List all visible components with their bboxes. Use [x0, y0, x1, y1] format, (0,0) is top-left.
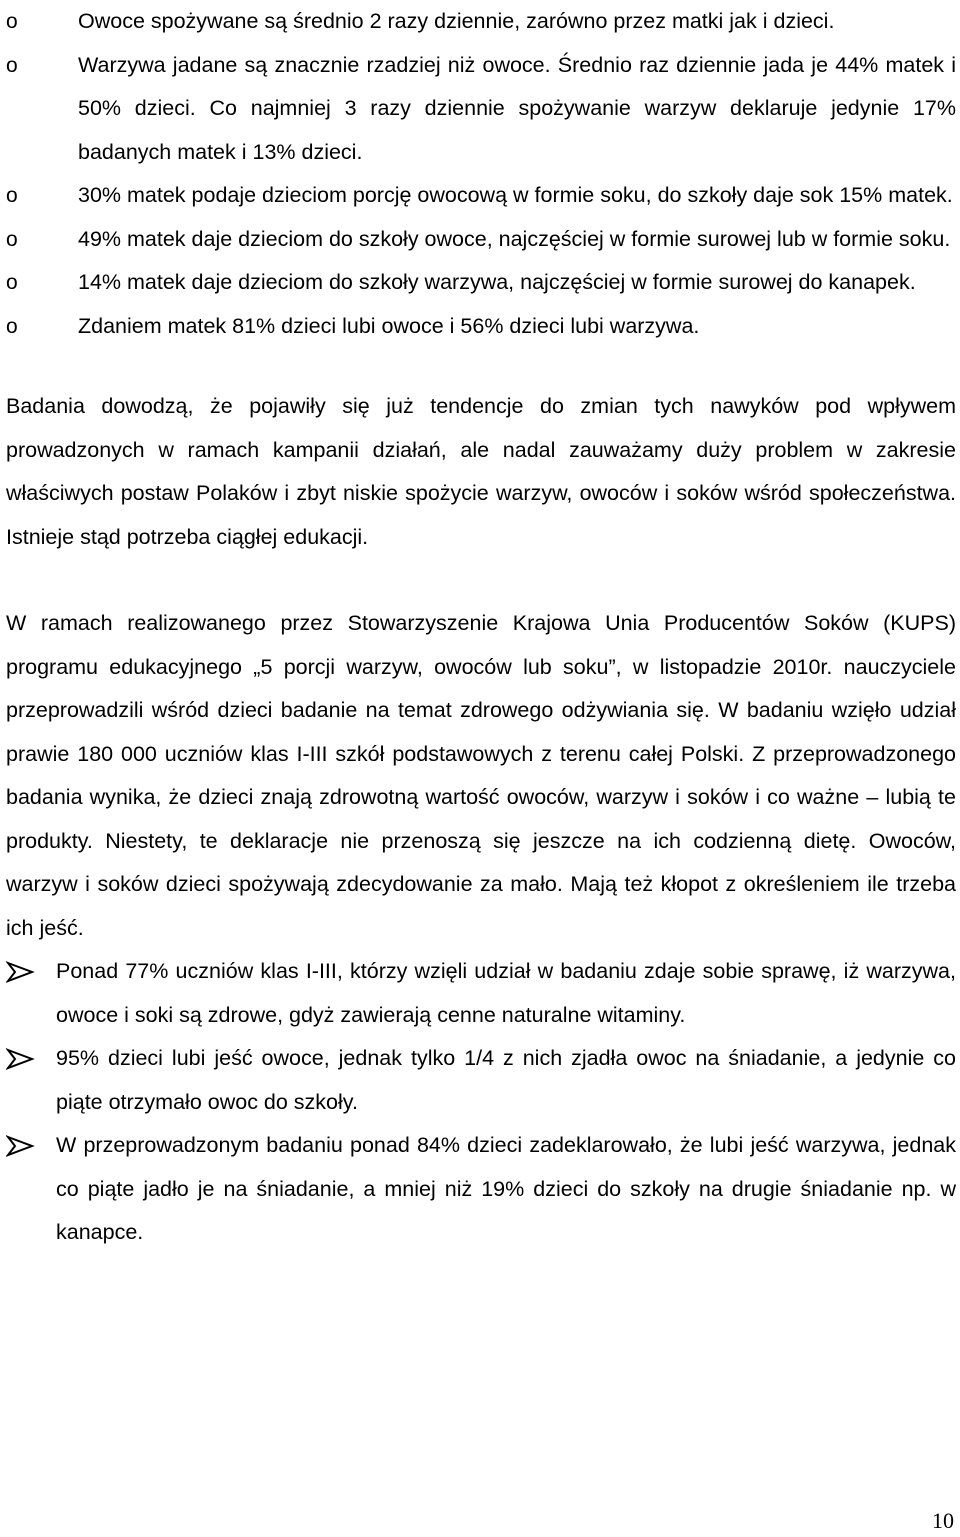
list-item-text: Ponad 77% uczniów klas I-III, którzy wzięli udział w badaniu zdaje sobie sprawę, iż warzywa, owoce i soki są zdrowe, gdyż zawierają cenne naturalne witaminy. [56, 959, 956, 1027]
list-item [6, 950, 956, 1037]
paragraph-tendencies: Badania dowodzą, że pojawiły się już tendencje do zmian tych nawyków pod wpływem prowadzonych w ramach kampanii działań, ale nadal zauważamy duży problem w zakresie właściwych postaw Polaków i zbyt niskie spożycie warzyw, owoców i soków wśród społeczeństwa. Istnieje stąd potrzeba ciągłej edukacji. [6, 394, 956, 549]
list-item [6, 0, 956, 44]
list-item [6, 261, 956, 305]
findings-list-children [6, 950, 956, 1255]
circle-bullet-icon: o [6, 227, 18, 251]
document-page [6, 0, 956, 1255]
circle-bullet-icon: o [6, 184, 18, 207]
list-item-text: 95% dzieci lubi jeść owoce, jednak tylko 1/4 z nich zjadła owoc na śniadanie, a jedynie co piąte otrzymało owoc do szkoły. [56, 1046, 956, 1114]
list-item [6, 218, 956, 262]
list-item [6, 174, 956, 218]
circle-bullet-icon: o [6, 10, 18, 33]
list-item-text: Owoce spożywane są średnio 2 razy dziennie, zarówno przez matki jak i dzieci. [78, 9, 835, 33]
list-item-text: Warzywa jadane są znacznie rzadziej niż owoce. Średnio raz dziennie jada je 44% matek i 50% dzieci. Co najmniej 3 razy dziennie spożywanie warzyw deklaruje jedynie 17% badanych matek i 13% dzieci. [78, 52, 956, 164]
list-item-text: 49% matek daje dzieciom do szkoły owoce, najczęściej w formie surowej lub w formie soku. [78, 226, 951, 251]
list-item [6, 1124, 956, 1255]
list-item-text: 30% matek podaje dzieciom porcję owocową w formie soku, do szkoły daje sok 15% matek. [78, 183, 953, 207]
arrowhead-bullet-icon [6, 1135, 36, 1157]
circle-bullet-icon: o [6, 53, 18, 77]
findings-list-mothers [6, 0, 956, 348]
list-item-text: W przeprowadzonym badaniu ponad 84% dzieci zadeklarowało, że lubi jeść warzywa, jednak co piąte jadło je na śniadanie, a mniej niż 19% dzieci do szkoły na drugie śniadanie np. w kanapce. [56, 1133, 956, 1244]
list-item [6, 305, 956, 349]
paragraph-kups-program: W ramach realizowanego przez Stowarzyszenie Krajowa Unia Producentów Soków (KUPS) programu edukacyjnego „5 porcji warzyw, owoców lub soku”, w listopadzie 2010r. nauczyciele przeprowadzili wśród dzieci badanie na temat zdrowego odżywiania się. W badaniu wzięło udział prawie 180 000 uczniów klas I-III szkół podstawowych z terenu całej Polski. Z przeprowadzonego badania wynika, że dzieci znają zdrowotną wartość owoców, warzyw i soków i co ważne – lubią te produkty. Niestety, te deklaracje nie przenoszą się jeszcze na ich codzienną dietę. Owoców, warzyw i soków dzieci spożywają zdecydowanie za mało. Mają też kłopot z określeniem ile trzeba ich jeść. [6, 611, 956, 940]
circle-bullet-icon: o [6, 271, 18, 294]
list-item [6, 1037, 956, 1124]
arrowhead-bullet-icon [6, 961, 36, 983]
page-number: 10 [932, 1508, 954, 1533]
circle-bullet-icon: o [6, 314, 18, 338]
list-item [6, 44, 956, 175]
list-item-text: 14% matek daje dzieciom do szkoły warzywa, najczęściej w formie surowej do kanapek. [78, 270, 916, 294]
list-item-text: Zdaniem matek 81% dzieci lubi owoce i 56% dzieci lubi warzywa. [78, 313, 700, 338]
arrowhead-bullet-icon [6, 1048, 36, 1070]
